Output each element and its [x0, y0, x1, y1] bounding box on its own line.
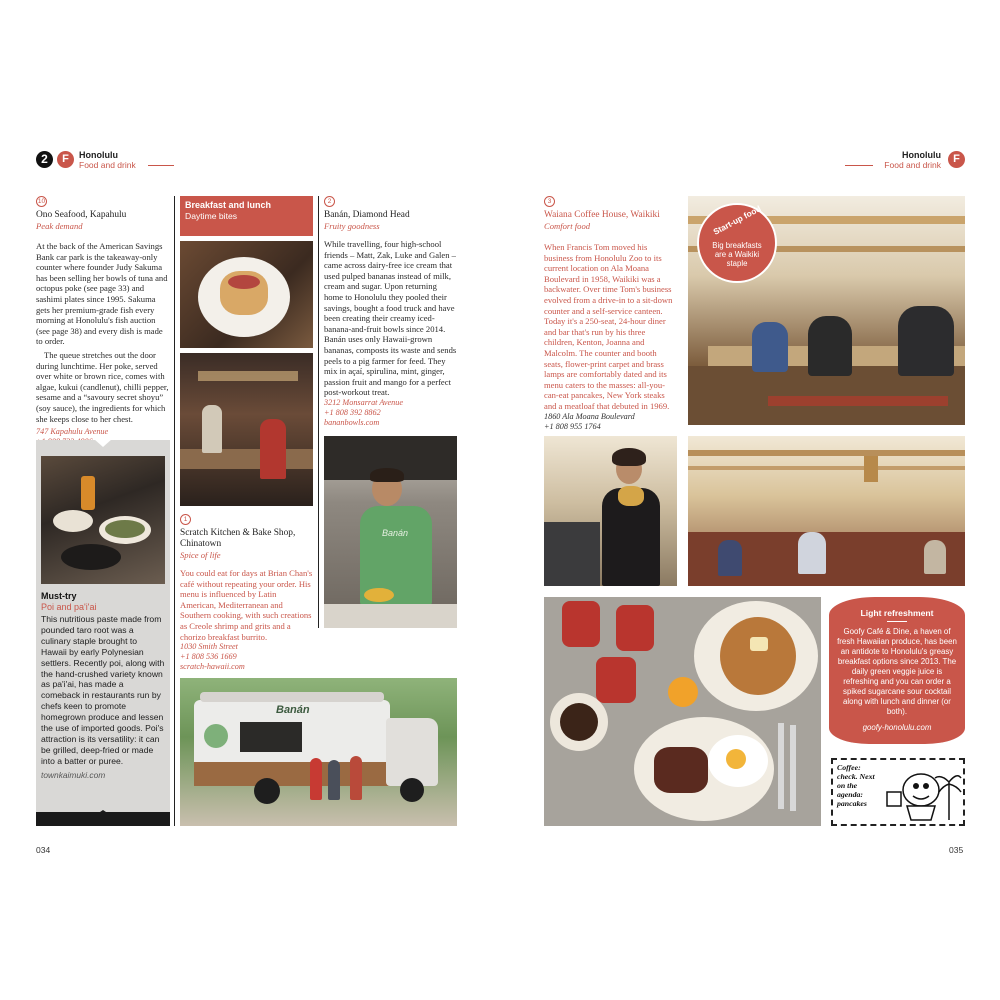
- counter: [324, 604, 457, 628]
- pancake: [720, 617, 796, 695]
- entry-tagline: Comfort food: [544, 221, 591, 231]
- waitress-scarf: [618, 486, 644, 506]
- waiana-article: [544, 196, 677, 432]
- comic-text: Coffee: check. Next on the agenda: pancakes: [837, 763, 875, 808]
- startup-badge-body: Big breakfasts are a Waikiki staple: [712, 241, 762, 268]
- header-rule: [148, 165, 174, 166]
- banan-truck-photo: [180, 678, 457, 826]
- poi-juice: [81, 476, 95, 510]
- entry-tagline: Fruity goodness: [324, 221, 380, 231]
- column-rule: [318, 196, 319, 628]
- register: [544, 522, 600, 586]
- pancake-breakfast-photo: [544, 597, 821, 826]
- patron-figure: [752, 322, 788, 372]
- poi-paste: [105, 520, 145, 538]
- apron-text: Banán: [382, 528, 409, 538]
- entry-body: While travelling, four high-school friends – Matt, Zak, Luke and Galen – came across dairy-free ice cream that used pulped bananas instead of milk, cream and sugar. Upon returning home to Honolulu they pooled their savings, bought a food truck and have been creating their creamy iced-banana-and-fruit bowls since 2014. Banán uses only Hawaii-grown bananas, composts its waste and sends peels to a pig farmer for feed. They mix in açaí, spirulina, mint, ginger, passion fruit and mango for a perfect post-workout treat.: [324, 239, 457, 398]
- entry-phone: +1 808 955 1764: [544, 421, 601, 431]
- banan-truck-interior-photo: [324, 436, 457, 628]
- entry-body: [36, 241, 170, 424]
- steak: [654, 747, 708, 793]
- must-try-body: This nutritious paste made from pounded taro root was a culinary staple brought to Hawaii by early Polynesian settlers. Recently poi, along with the hand-crushed variety known as pa'i'ai, has made a comeback in restaurants run by chefs keen to promote homegrown produce and lessen the use of imported goods. Poi's attraction is its versatility: it can be grilled, deep-fried or made into a batter or puree.: [41, 614, 165, 766]
- light-box-title: Light refreshment: [860, 608, 934, 618]
- patron-figure: [924, 540, 946, 574]
- customer-figure: [350, 756, 362, 800]
- ceiling-beam: [688, 466, 965, 470]
- truck-roof: [200, 692, 384, 702]
- booth-seating-photo: [688, 436, 965, 586]
- entry-number: 1: [180, 514, 191, 525]
- right-header: [845, 149, 965, 171]
- entry-tagline: Peak demand: [36, 221, 83, 231]
- truck-sign: Banán: [276, 704, 310, 716]
- poi-dark-dish: [61, 544, 121, 570]
- right-folio: 035: [949, 845, 964, 855]
- fruit-bowl: [364, 588, 394, 602]
- waitress-photo: [544, 436, 677, 586]
- light-box-rule: [887, 621, 907, 622]
- patron-figure: [808, 316, 852, 376]
- syrup-pitcher: [616, 605, 654, 651]
- section-badge: F: [948, 151, 965, 168]
- entry-title: Waiana Coffee House, Waikiki: [544, 210, 660, 220]
- entry-phone: +1 808 536 1669: [180, 652, 237, 662]
- must-try-kicker: Must-try: [41, 591, 77, 601]
- lamp-glow: [198, 371, 298, 381]
- entry-address: 1030 Smith Street: [180, 642, 238, 652]
- must-try-title: Poi and pa'i'ai: [41, 602, 97, 612]
- patron-figure: [898, 306, 954, 376]
- ono-article: [36, 196, 170, 447]
- footer-notch: [94, 810, 112, 816]
- header-city: Honolulu: [79, 150, 118, 160]
- page-number-badge: 2: [36, 151, 53, 168]
- entry-website: bananbowls.com: [324, 417, 380, 427]
- breakfast-box-title: Breakfast and lunch: [185, 200, 272, 210]
- light-refreshment-box: [829, 597, 965, 744]
- entry-address: 1860 Ala Moana Boulevard: [544, 411, 635, 421]
- startup-badge-title: Start-up food: [711, 203, 763, 237]
- syrup-pitcher: [562, 601, 600, 647]
- light-box-body: Goofy Café & Dine, a haven of fresh Hawaiian produce, has been an antidote to Honolulu's greasy breakfast options since 2013. The daily green veggie juice is refreshing and you can order a spiked sugarcane sour cocktail along with lunch and dinner (or both).: [837, 627, 957, 716]
- entry-title: Scratch Kitchen & Bake Shop, Chinatown: [180, 528, 296, 549]
- entry-address: 747 Kapahulu Avenue: [36, 427, 109, 437]
- entry-title: Banán, Diamond Head: [324, 210, 410, 220]
- truck-window: [240, 722, 302, 752]
- counter: [180, 449, 313, 469]
- entry-tagline: Spice of life: [180, 550, 221, 560]
- worker-hair: [370, 468, 404, 482]
- poi-photo: [41, 456, 165, 584]
- body-paragraph: The queue stretches out the door during lunchtime. Her poke, served over white or brown rice, comes with algae, kukui (candlenut), chilli pepper, sesame and a “savoury secret shoyu” (soy sauce), the ingredients for which she keeps close to her chest.: [36, 349, 169, 424]
- scratch-article: [180, 514, 313, 672]
- body-paragraph: At the back of the American Savings Bank car park is the takeaway-only counter where founder Judy Sakuma has been selling her bowls of tuna and octopus poke (see page 33) and sashimi plates since 1995. Sakuma gets her premium-grade fish every morning at Honolulu's fish auction (see page 38) and every dish is made to order.: [36, 241, 168, 347]
- cutlery: [790, 725, 796, 811]
- entry-number: 10: [37, 198, 46, 205]
- staff-figure: [202, 405, 222, 453]
- cartoon-illustration: [883, 762, 963, 822]
- light-box-site: goofy-honolulu.com: [862, 723, 932, 732]
- entry-address: 3212 Monsarrat Avenue: [324, 397, 403, 407]
- toast-topping: [228, 275, 260, 289]
- startup-badge: [697, 203, 777, 283]
- cutlery: [778, 723, 784, 809]
- must-try-panel: [36, 440, 170, 826]
- header-city: Honolulu: [902, 150, 941, 160]
- truck-wheel: [254, 778, 280, 804]
- header-rule: [845, 165, 873, 166]
- french-toast-photo: [180, 241, 313, 348]
- breakfast-box-subtitle: Daytime bites: [185, 211, 238, 221]
- header-section: Food and drink: [884, 160, 941, 170]
- patron-figure: [798, 532, 826, 574]
- truck-logo: [204, 724, 228, 748]
- condiment-row: [768, 396, 948, 406]
- truck-cab: [386, 718, 438, 786]
- brass-lamp: [864, 456, 878, 482]
- patron-figure: [718, 540, 742, 576]
- orange-juice: [668, 677, 698, 707]
- entry-number: 2: [324, 196, 335, 207]
- entry-body: When Francis Tom moved his business from Honolulu Zoo to its current location on Ala Moana Boulevard in 1958, Waikiki was a backwater. Over time Tom's business evolved from a drive-in to a sit-down counter and a self-service canteen. Today it's a 250-seat, 24-hour diner and bar that's run by his three children, Kenton, Joanna and Malcolm. The counter and booth seats, flower-print carpet and brass lamps are comfortably dated and its menu caters to the masses: all-you-can-eat pancakes, New York steaks and a meatloaf that debuted in 1969.: [544, 242, 673, 411]
- banan-article: [324, 196, 457, 428]
- section-badge: F: [57, 151, 74, 168]
- customer-figure: [328, 760, 340, 800]
- comic-stamp: [831, 758, 965, 826]
- panel-notch: [94, 439, 112, 447]
- left-folio: 034: [36, 845, 51, 855]
- diner-figure: [260, 419, 286, 479]
- entry-number: 3: [544, 196, 555, 207]
- truck-wheel: [400, 778, 424, 802]
- poi-small-bowl: [53, 510, 93, 532]
- breakfast-box: [180, 196, 313, 236]
- entry-website: scratch-hawaii.com: [180, 662, 245, 672]
- coffee: [560, 703, 598, 741]
- header-section: Food and drink: [79, 160, 136, 170]
- entry-body: You could eat for days at Brian Chan's café without repeating your order. His menu is influenced by Latin American, Mediterranean and Southern cooking, with such creations as Creole shrimp and grits and a chorizo breakfast burrito.: [180, 568, 313, 642]
- butter: [750, 637, 768, 651]
- egg-yolk: [726, 749, 746, 769]
- entry-title: Ono Seafood, Kapahulu: [36, 210, 127, 220]
- entry-phone: +1 808 392 8862: [324, 407, 381, 417]
- ceiling-beam: [688, 450, 965, 456]
- syrup-pitcher: [596, 657, 636, 703]
- must-try-site: townkaimuki.com: [41, 770, 106, 780]
- scratch-interior-photo: [180, 353, 313, 506]
- waitress-hair: [612, 448, 646, 466]
- left-header: [36, 149, 186, 171]
- customer-figure: [310, 758, 322, 800]
- column-rule: [174, 196, 175, 826]
